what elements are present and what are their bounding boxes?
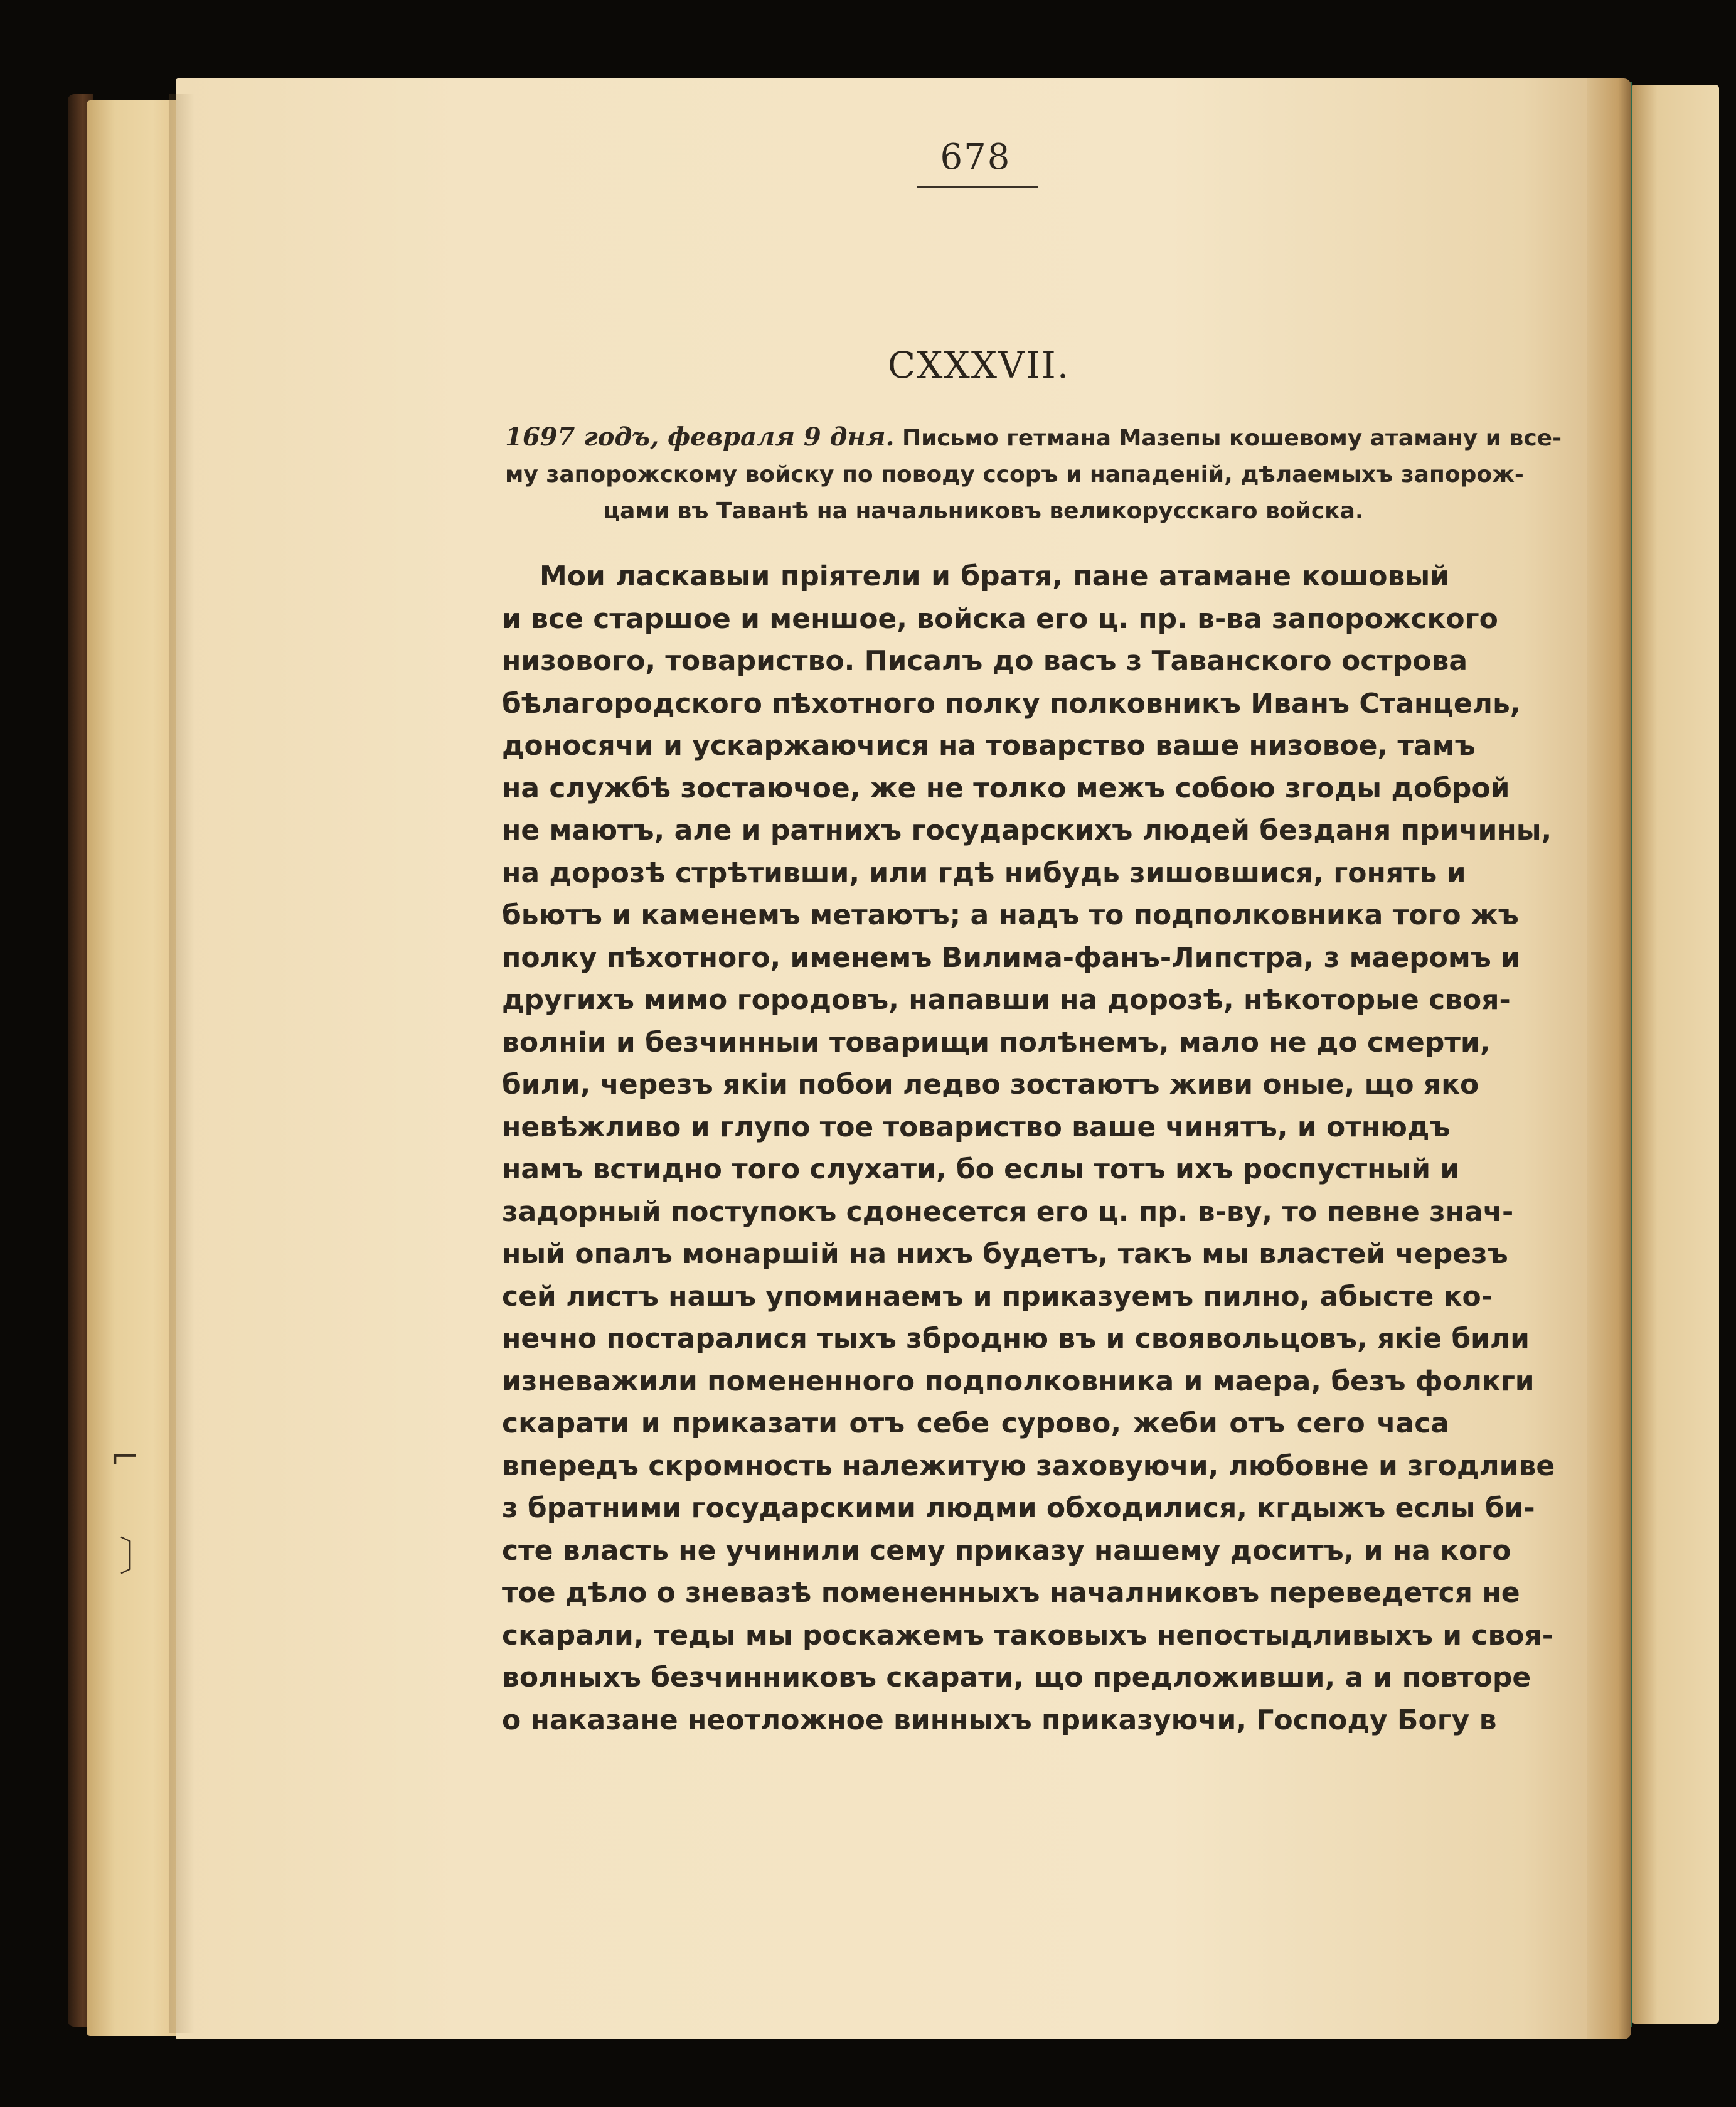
body-line: невѣжливо и глупо тое товариство ваше чинятъ, и отнюдъ [502,1111,1451,1143]
body-line: на службѣ зостаючое, же не толко межъ собою згоды доброй [502,772,1510,804]
body-line: на дорозѣ стрѣтивши, или гдѣ нибудь зишовшися, гонять и [502,856,1466,889]
gutter-shadow [169,94,194,2033]
next-page-edge [1631,85,1719,2024]
page-number-underline [917,186,1038,188]
body-line: сте власть не учинили сему приказу нашему доситъ, и на кого [502,1534,1511,1567]
document-heading: CXXXVII. [887,344,1070,387]
body-line: сей листъ нашъ упоминаемъ и приказуемъ пилно, абысте ко- [502,1280,1493,1313]
summary-line: цами въ Таванѣ на начальниковъ великорусскаго войска. [603,498,1364,524]
margin-mark: 〕 [119,1534,159,1581]
body-line: нечно постаралися тыхъ збродню въ и своявольцовъ, якіе били [502,1323,1530,1355]
page-right-edge [1587,78,1631,2039]
body-line: ный опалъ монаршій на нихъ будетъ, такъ мы властей черезъ [502,1238,1508,1270]
body-line: полку пѣхотного, именемъ Вилима-фанъ-Липстра, з маеромъ и [502,941,1520,974]
body-line: впередъ скромность належитую заховуючи, любовне и згодливе [502,1449,1555,1482]
body-line: и все старшое и меншое, войска его ц. пр. в-ва запорожского [502,602,1498,635]
body-line: бьютъ и каменемъ метаютъ; а надъ то подполковника того жъ [502,899,1519,931]
body-line: били, черезъ якіи побои ледво зостаютъ живи оные, що яко [502,1069,1479,1101]
document-summary [505,419,1562,530]
body-line: Мои ласкавыи пріятели и братя, пане атамане кошовый [540,560,1449,592]
body-line: скарали, теды мы роскажемъ таковыхъ непостыдливыхъ и своя- [502,1619,1554,1651]
body-line: низового, товариство. Писалъ до васъ з Таванского острова [502,645,1468,677]
page-number: 678 [940,137,1011,178]
summary-text: Письмо гетмана Мазепы кошевому атаману и все- [902,425,1562,451]
page-edges-left [87,100,181,2036]
body-line: волніи и безчинныи товарищи полѣнемъ, мало не до смерти, [502,1026,1491,1059]
body-line: другихъ мимо городовъ, напавши на дорозѣ, нѣкоторые своя- [502,984,1511,1016]
margin-mark: ⌐ [110,1437,139,1478]
body-line: намъ встидно того слухати, бо еслы тотъ ихъ роспустный и [502,1153,1460,1185]
body-line: з братними государскими людми обходилися, кгдыжъ еслы би- [502,1492,1535,1524]
summary-dateline: 1697 годъ, февраля 9 дня. [505,422,895,452]
summary-line [505,419,1562,457]
body-line: скарати и приказати отъ себе сурово, жеби отъ сего часа [502,1407,1449,1439]
summary-line: му запорожскому войску по поводу ссоръ и нападеній, дѣлаемыхъ запорож- [505,462,1524,488]
body-line: задорный поступокъ сдонесется его ц. пр. в-ву, то певне знач- [502,1195,1514,1228]
body-line: доносячи и ускаржаючися на товарство ваше низовое, тамъ [502,730,1476,762]
body-line: бѣлагородского пѣхотного полку полковникъ Иванъ Станцель, [502,687,1521,720]
body-line: волныхъ безчинниковъ скарати, що предложивши, а и повторе [502,1662,1531,1694]
body-line: тое дѣло о зневазѣ помененныхъ началниковъ переведется не [502,1577,1520,1609]
body-line: не маютъ, але и ратнихъ государскихъ людей безданя причины, [502,814,1552,846]
body-line: изневажили помененного подполковника и маера, безъ фолкги [502,1365,1535,1397]
letter-body [502,555,1555,1741]
body-line: о наказане неотложное винныхъ приказуючи, Господу Богу в [502,1704,1497,1736]
